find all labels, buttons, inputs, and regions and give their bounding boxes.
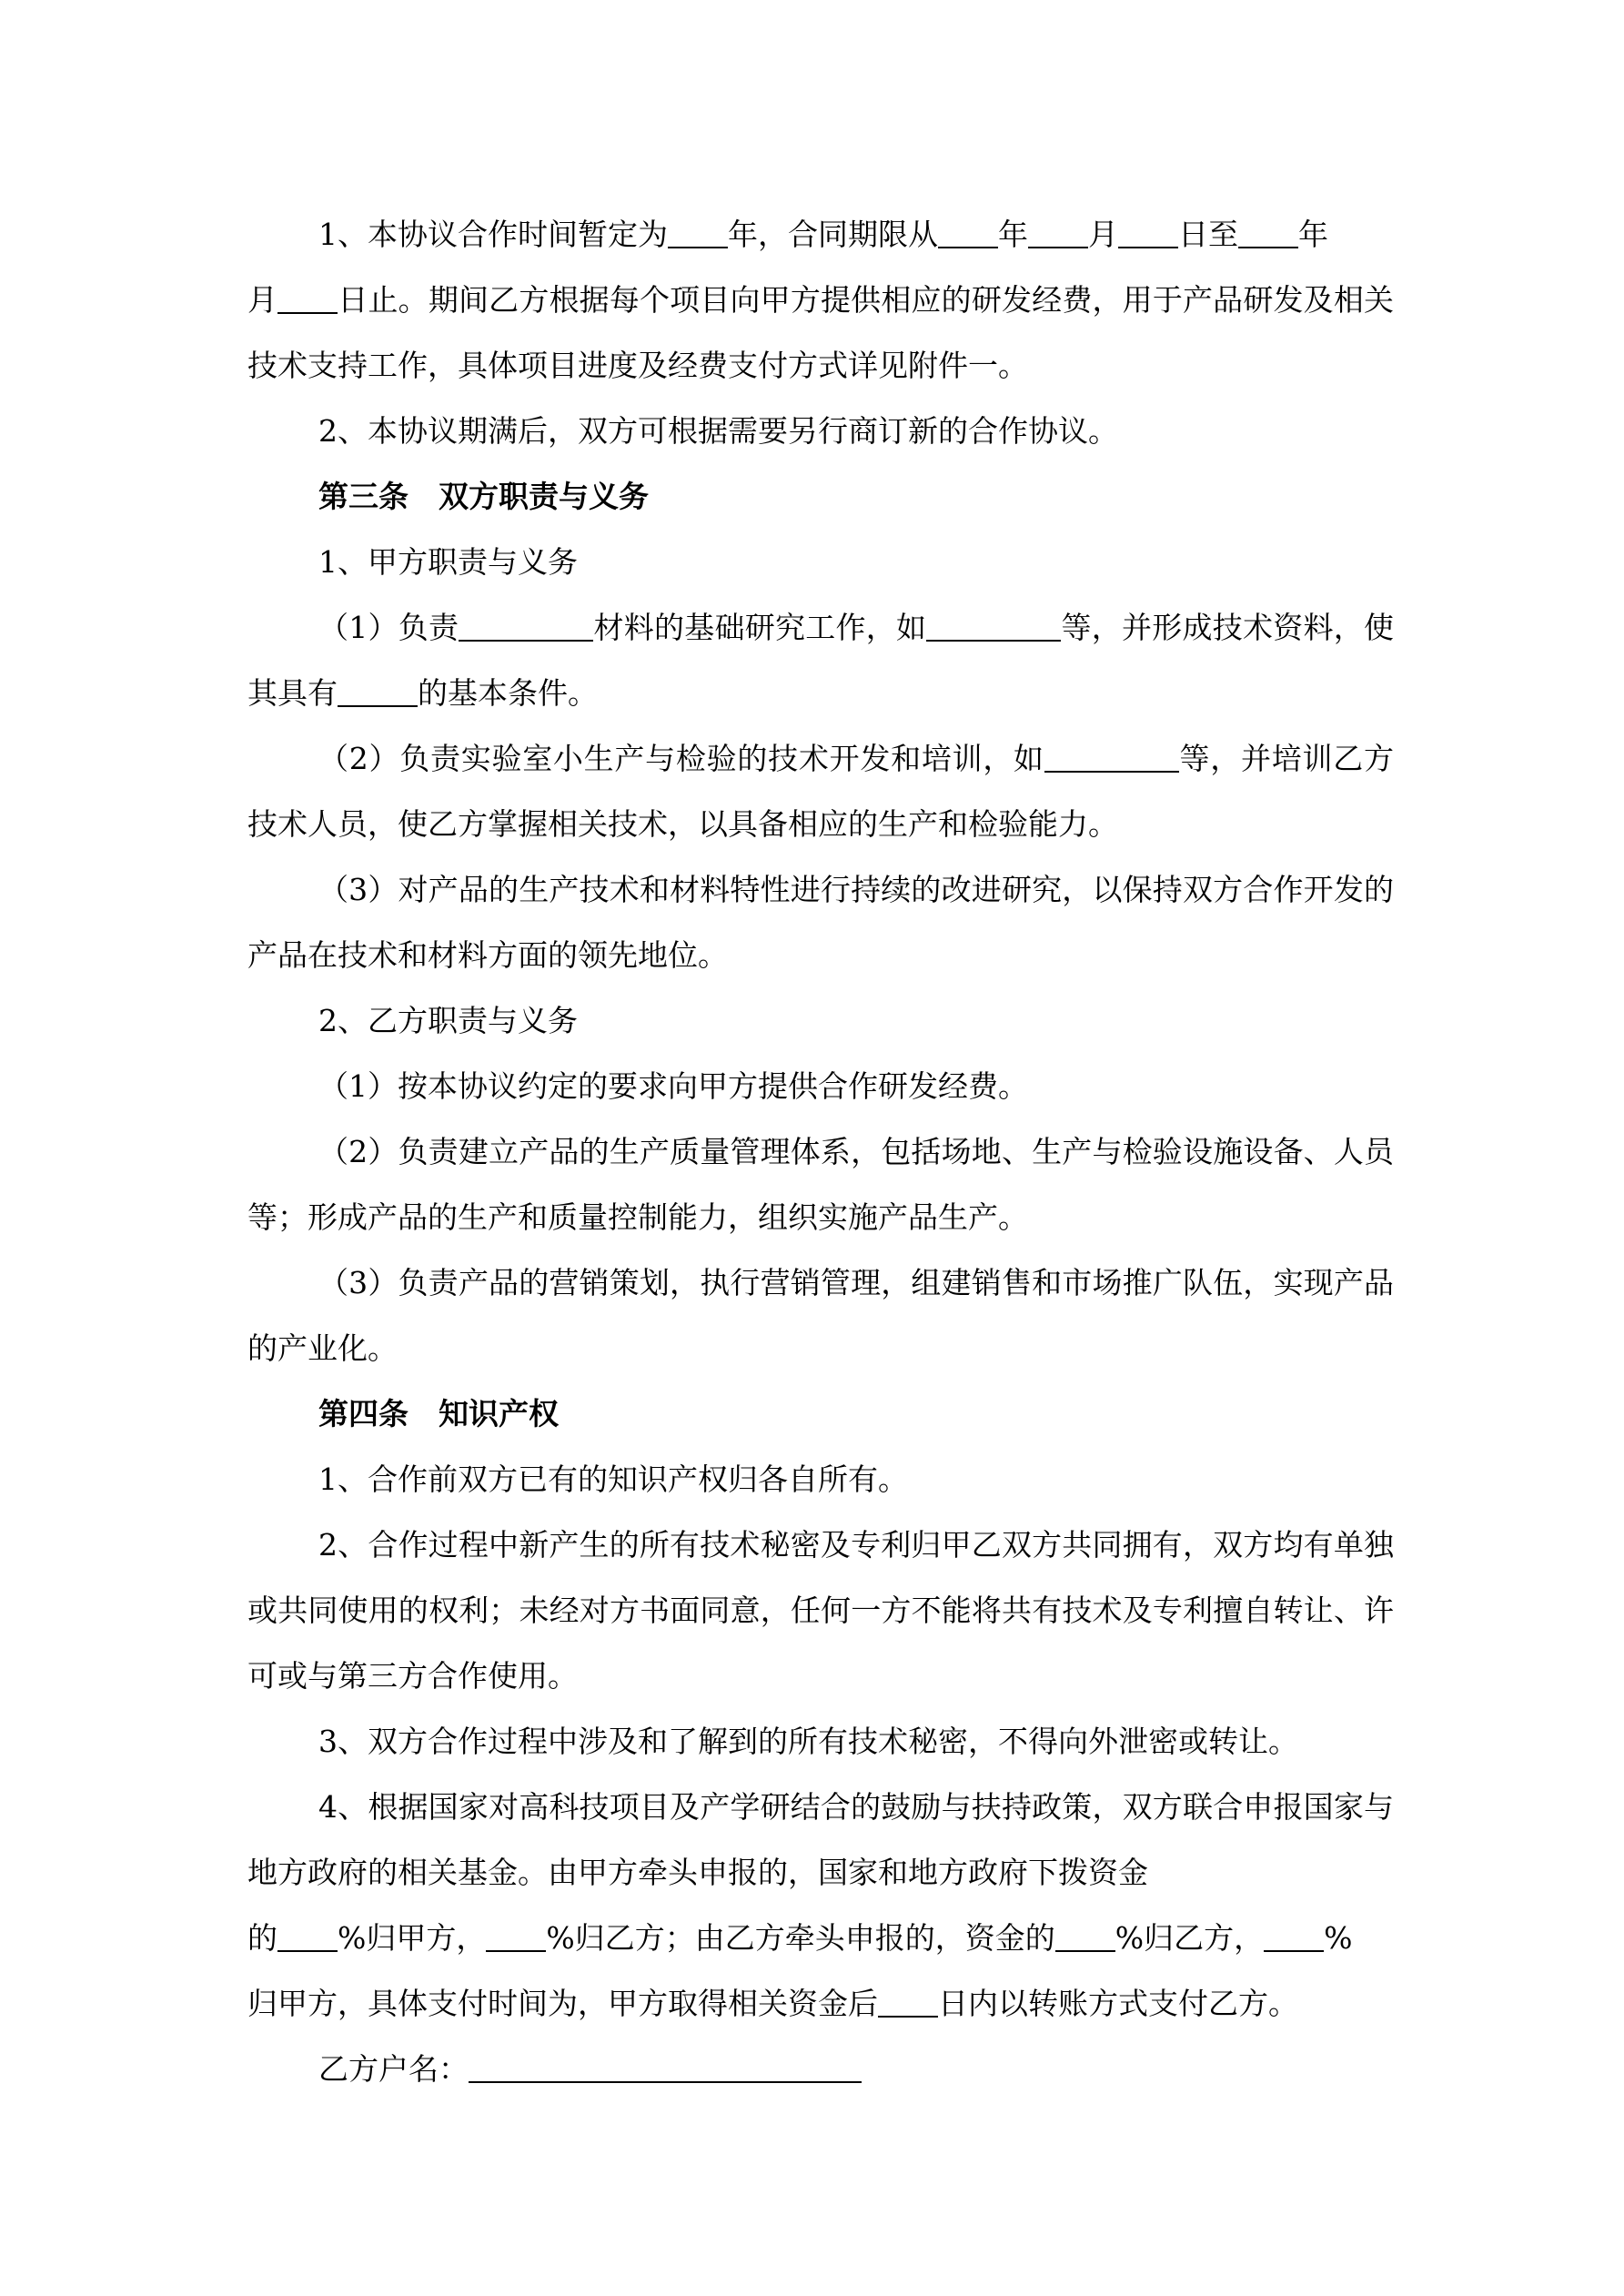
blank-field[interactable]: [277, 279, 338, 314]
account-name-label: 乙方户名：: [318, 2051, 469, 2087]
blank-field[interactable]: [1118, 214, 1178, 248]
document-page: [247, 202, 1394, 2102]
term-paragraph: 1、合作前双方已有的知识产权归各自所有。: [318, 1462, 908, 1497]
text-span: 的: [247, 1920, 277, 1956]
duty-item: （3）负责产品的营销策划，执行营销管理，组建销售和市场推广队伍，实现产品的产业化。: [247, 1265, 1394, 1366]
text-span: %归甲方，: [338, 1920, 487, 1956]
text-span: 日内以转账方式支付乙方。: [938, 1986, 1298, 2021]
article-heading: 第四条 知识产权: [318, 1396, 559, 1431]
article-heading: 第三条 双方职责与义务: [318, 479, 649, 514]
blank-field[interactable]: [1055, 1917, 1115, 1952]
blank-field[interactable]: [338, 673, 418, 707]
term-paragraph: 3、双方合作过程中涉及和了解到的所有技术秘密，不得向外泄密或转让。: [318, 1724, 1298, 1759]
text-span: （1）负责: [318, 610, 459, 645]
blank-field[interactable]: [459, 607, 593, 642]
text-span: %: [1324, 1920, 1353, 1956]
blank-field[interactable]: [878, 1983, 938, 2018]
text-span: 年: [1298, 217, 1328, 252]
text-span: 日止。期间乙方根据每个项目向甲方提供相应的研发经费，用于产品研发及相关技术支持工作，具体项目进度及经费支付方式详见附件一。: [247, 282, 1395, 383]
duty-item: [247, 595, 1394, 726]
blank-field[interactable]: [1028, 214, 1088, 248]
blank-field[interactable]: [926, 607, 1061, 642]
blank-field[interactable]: [486, 1917, 546, 1952]
text-span: 等，并形成技术资料，使其具有: [247, 610, 1394, 711]
account-name-field[interactable]: [469, 2048, 862, 2083]
text-span: 4、根据国家对高科技项目及产学研结合的鼓励与扶持政策，双方联合申报国家与地方政府的相关基金。由甲方牵头申报的，国家和地方政府下拨资金: [247, 1789, 1394, 1890]
term-paragraph: [247, 1775, 1394, 2037]
text-span: 月: [1088, 217, 1118, 252]
duty-item: （3）对产品的生产技术和材料特性进行持续的改进研究，以保持双方合作开发的产品在技术和材料方面的领先地位。: [247, 872, 1394, 973]
text-span: （2）负责实验室小生产与检验的技术开发和培训，如: [318, 741, 1044, 776]
blank-field[interactable]: [1264, 1917, 1324, 1952]
text-span: 日至: [1178, 217, 1238, 252]
text-span: 归甲方，具体支付时间为，甲方取得相关资金后: [247, 1986, 878, 2021]
term-paragraph: 2、合作过程中新产生的所有技术秘密及专利归甲乙双方共同拥有，双方均有单独或共同使用的权利；未经对方书面同意，任何一方不能将共有技术及专利擅自转让、许可或与第三方合作使用。: [247, 1527, 1394, 1694]
section-title: 1、甲方职责与义务: [318, 544, 578, 580]
section-title: 2、乙方职责与义务: [318, 1003, 578, 1038]
text-span: 等，并培训乙方技术人员，使乙方掌握相关技术，以具备相应的生产和检验能力。: [247, 741, 1395, 842]
duty-item: [247, 726, 1394, 857]
blank-field[interactable]: [1238, 214, 1298, 248]
text-span: 的基本条件。: [418, 675, 598, 711]
term-paragraph: [247, 202, 1394, 399]
blank-field[interactable]: [1044, 738, 1179, 773]
account-name-row: [247, 2037, 1394, 2102]
text-span: 年，合同期限从: [728, 217, 938, 252]
duty-item: （2）负责建立产品的生产质量管理体系，包括场地、生产与检验设施设备、人员等；形成产品的生产和质量控制能力，组织实施产品生产。: [247, 1134, 1394, 1235]
text-span: 年: [998, 217, 1028, 252]
text-span: 材料的基础研究工作，如: [593, 610, 927, 645]
blank-field[interactable]: [668, 214, 728, 248]
text-span: 1、本协议合作时间暂定为: [318, 217, 668, 252]
text-span: %归乙方，: [1115, 1920, 1265, 1956]
duty-item: （1）按本协议约定的要求向甲方提供合作研发经费。: [318, 1068, 1028, 1104]
term-paragraph: 2、本协议期满后，双方可根据需要另行商订新的合作协议。: [318, 413, 1118, 449]
blank-field[interactable]: [277, 1917, 338, 1952]
blank-field[interactable]: [938, 214, 998, 248]
text-span: %归乙方；由乙方牵头申报的，资金的: [546, 1920, 1055, 1956]
text-span: 月: [247, 282, 278, 318]
